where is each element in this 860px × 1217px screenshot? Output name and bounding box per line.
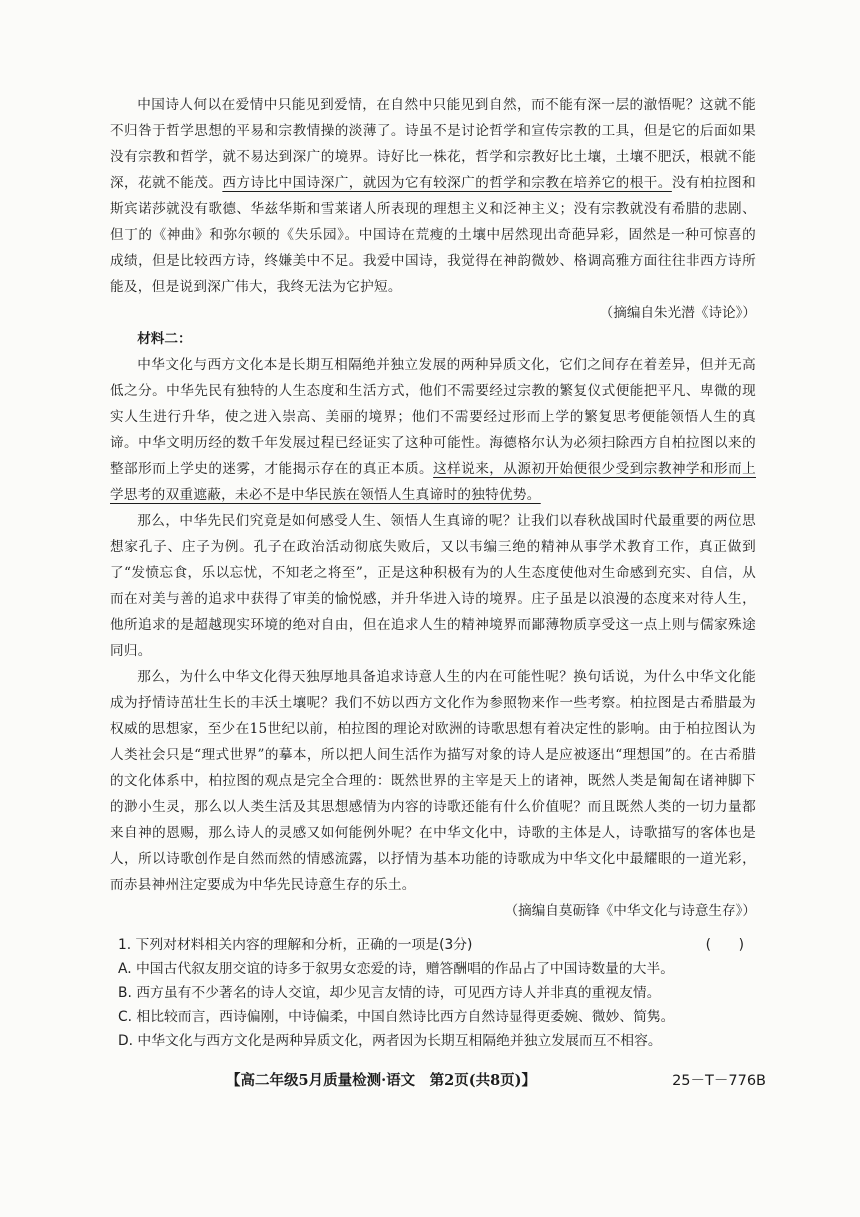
material2-source: （摘编自莫砺锋《中华文化与诗意生存》） bbox=[504, 903, 756, 919]
reading-passage bbox=[110, 92, 756, 924]
material1-text-rest: 没有柏拉图和斯宾诺莎就没有歌德、华兹华斯和雪莱诸人所表现的理想主义和泛神主义；没有宗教就没有希腊的悲剧、但丁的《神曲》和弥尔顿的《失乐园》。中国诗在荒瘦的土壤中居然现出奇葩异彩，固然是一种可惊喜的成绩，但是比较西方诗，终嫌美中不足。我爱中国诗，我觉得在神韵微妙、格调高雅方面往往非西方诗所能及，但是说到深广伟大，我终无法为它护短。 bbox=[110, 175, 756, 295]
material2-heading: 材料二： bbox=[137, 331, 192, 347]
page-footer bbox=[226, 1069, 766, 1090]
option-a: A. 中国古代叙友朋交谊的诗多于叙男女恋爱的诗，赠答酬唱的作品占了中国诗数量的大半。 bbox=[118, 961, 675, 977]
option-b: B. 西方虽有不少著名的诗人交谊，却少见言友情的诗，可见西方诗人并非真的重视友情。 bbox=[118, 985, 661, 1001]
material1-source: （摘编自朱光潜《诗论》） bbox=[599, 305, 756, 321]
material2-paragraph-2: 那么，中华先民们究竟是如何感受人生、领悟人生真谛的呢？让我们以春秋战国时代最重要的两位思想家孔子、庄子为例。孔子在政治活动彻底失败后，又以韦编三绝的精神从事学术教育工作，真正做到了“发愤忘食，乐以忘忧，不知老之将至”，正是这种积极有为的人生态度使他对生命感到充实、自信，从而在对美与善的追求中获得了审美的愉悦感，并升华进入诗的境界。庄子虽是以浪漫的态度来对待人生，他所追求的是超越现实环境的绝对自由，但在追求人生的精神境界而鄙薄物质享受这一点上则与儒家殊途同归。 bbox=[110, 513, 756, 659]
footer-label: 【高二年级5月质量检测·语文 第2页(共8页)】 bbox=[226, 1072, 537, 1089]
option-c: C. 相比较而言，西诗偏刚，中诗偏柔，中国自然诗比西方自然诗显得更委婉、微妙、简隽。 bbox=[118, 1009, 675, 1025]
material1-paragraph bbox=[110, 92, 756, 300]
question-stem-text: 1. 下列对材料相关内容的理解和分析，正确的一项是(3分) bbox=[118, 937, 473, 953]
exam-code: 25－T－776B bbox=[672, 1073, 766, 1089]
option-d: D. 中华文化与西方文化是两种异质文化，两者因为长期互相隔绝并独立发展而互不相容。 bbox=[118, 1033, 662, 1049]
underlined-sentence: 这样说来，从源初开始便很少受到宗教神学和形而上学思考的双重遮蔽，未必不是中华民族在领悟人生真谛时的独特优势。 bbox=[110, 461, 756, 503]
material2-paragraph-3: 那么，为什么中华文化得天独厚地具备追求诗意人生的内在可能性呢？换句话说，为什么中华文化能成为抒情诗茁壮生长的丰沃土壤呢？我们不妨以西方文化作为参照物来作一些考察。柏拉图是古希腊最为权威的思想家，至少在15世纪以前，柏拉图的理论对欧洲的诗歌思想有着决定性的影响。由于柏拉图认为人类社会只是“理式世界”的摹本，所以把人间生活作为描写对象的诗人是应被逐出“理想国”的。在古希腊的文化体系中，柏拉图的观点是完全合理的：既然世界的主宰是天上的诸神，既然人类是匍匐在诸神脚下的渺小生灵，那么以人类生活及其思想感情为内容的诗歌还能有什么价值呢？而且既然人类的一切力量都来自神的恩赐，那么诗人的灵感又如何能例外呢？在中华文化中，诗歌的主体是人，诗歌描写的客体也是人，所以诗歌创作是自然而然的情感流露，以抒情为基本功能的诗歌成为中华文化中最耀眼的一道光彩，而赤县神州注定要成为中华先民诗意生存的乐土。 bbox=[110, 669, 756, 893]
question-1 bbox=[118, 933, 750, 1053]
material2-text: 中华文化与西方文化本是长期互相隔绝并独立发展的两种异质文化，它们之间存在着差异，但并无高低之分。中华先民有独特的人生态度和生活方式，他们不需要经过宗教的繁复仪式便能把平凡、卑微的现实人生进行升华，使之进入崇高、美丽的境界；他们不需要经过形而上学的繁复思考便能领悟人生的真谛。中华文明历经的数千年发展过程已经证实了这种可能性。海德格尔认为必须扫除西方自柏拉图以来的整部形而上学史的迷雾，才能揭示存在的真正本质。 bbox=[110, 357, 756, 477]
underlined-sentence: 西方诗比中国诗深广，就因为它有较深广的哲学和宗教在培养它的根干。 bbox=[222, 175, 672, 191]
answer-blank: ( ) bbox=[705, 937, 744, 953]
material2-paragraph-1 bbox=[110, 352, 756, 508]
question-stem bbox=[118, 933, 750, 957]
material1-text: 中国诗人何以在爱情中只能见到爱情，在自然中只能见到自然，而不能有深一层的澈悟呢？这就不能不归咎于哲学思想的平易和宗教情操的淡薄了。诗虽不是讨论哲学和宣传宗教的工具，但是它的后面如果没有宗教和哲学，就不易达到深广的境界。诗好比一株花，哲学和宗教好比土壤，土壤不肥沃，根就不能深，花就不能茂。 bbox=[110, 97, 756, 191]
